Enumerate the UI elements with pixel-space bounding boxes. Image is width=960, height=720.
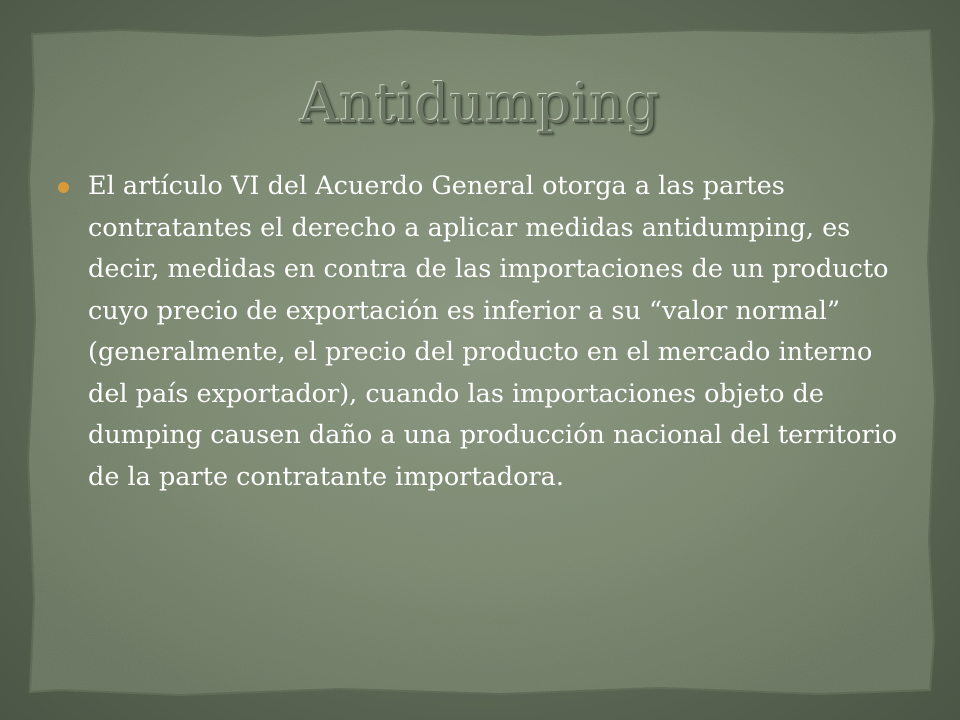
bullet-item [58,166,918,498]
slide-title: Antidumping [300,72,660,135]
bullet-dot-icon [58,182,69,193]
slide-body [58,166,918,498]
bullet-text: El artículo VI del Acuerdo General otorga a las partes contratantes el derecho a aplicar medidas antidumping, es decir, medidas en contra de las importaciones de un producto cuyo precio de exportación es inferior a su “valor normal” (generalmente, el precio del producto en el mercado interno del país exportador), cuando las importaciones objeto de dumping causen daño a una producción nacional del territorio de la parte contratante importadora. [88,171,898,492]
